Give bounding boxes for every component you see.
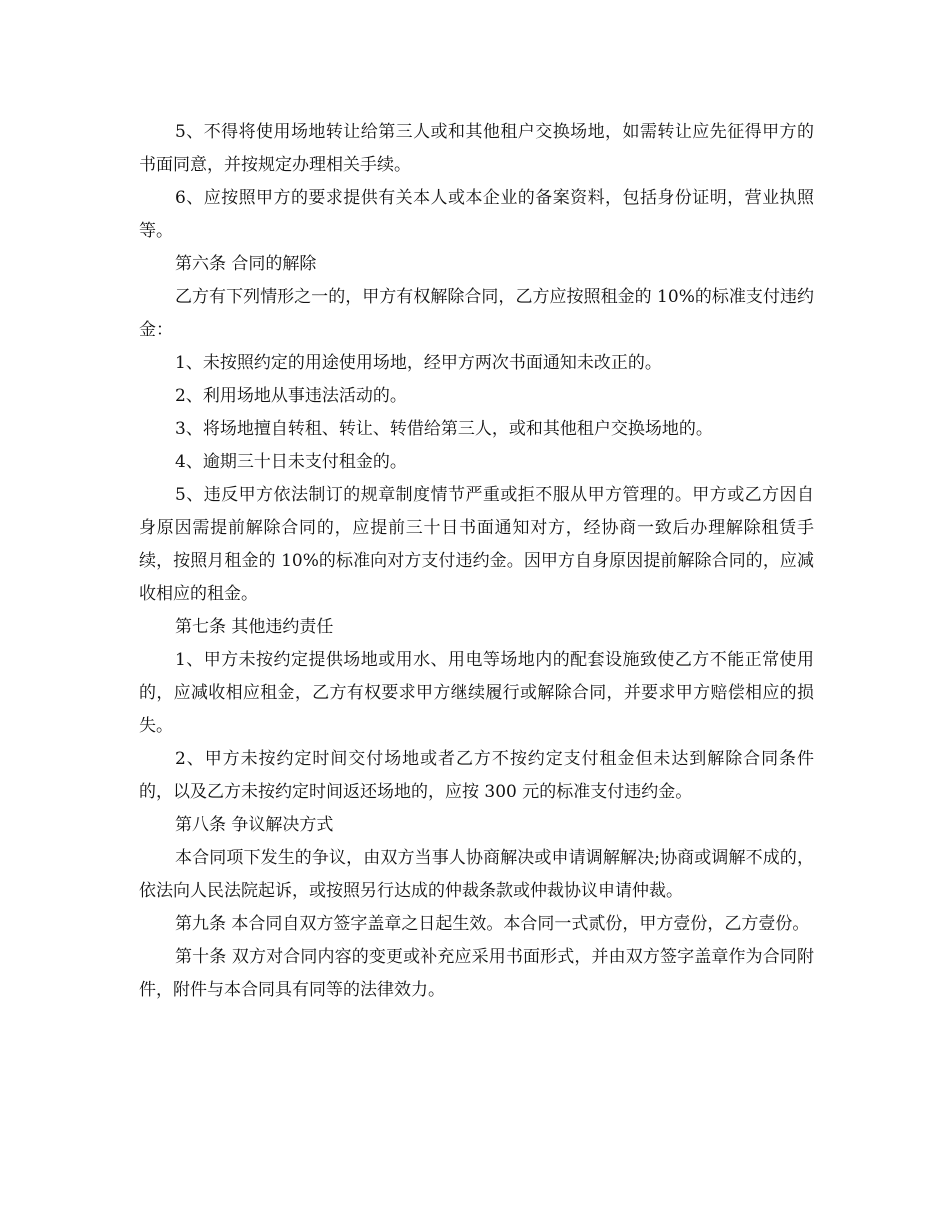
clause-6-filing-materials: 6、应按照甲方的要求提供有关本人或本企业的备案资料，包括身份证明，营业执照等。 [139, 188, 814, 241]
article-7-item-2: 2、甲方未按约定时间交付场地或者乙方不按约定支付租金但未达到解除合同条件的，以及乙方未按约定时间返还场地的，应按 300 元的标准支付违约金。 [139, 749, 814, 802]
article-6-item-4: 4、逾期三十日未支付租金的。 [175, 452, 407, 472]
article-7-heading: 第七条 其他违约责任 [175, 617, 334, 637]
article-6-item-2: 2、利用场地从事违法活动的。 [175, 386, 407, 406]
clause-5-no-transfer: 5、不得将使用场地转让给第三人或和其他租户交换场地，如需转让应先征得甲方的书面同意，并按规定办理相关手续。 [139, 122, 814, 175]
article-7-item-1: 1、甲方未按约定提供场地或用水、用电等场地内的配套设施致使乙方不能正常使用的，应减收相应租金，乙方有权要求甲方继续履行或解除合同，并要求甲方赔偿相应的损失。 [139, 650, 814, 736]
article-8-heading: 第八条 争议解决方式 [175, 815, 334, 835]
article-6-intro: 乙方有下列情形之一的，甲方有权解除合同，乙方应按照租金的 10%的标准支付违约金： [139, 287, 814, 340]
article-8-body: 本合同项下发生的争议，由双方当事人协商解决或申请调解解决;协商或调解不成的，依法向人民法院起诉，或按照另行达成的仲裁条款或仲裁协议申请仲裁。 [139, 848, 814, 901]
article-10-body: 第十条 双方对合同内容的变更或补充应采用书面形式，并由双方签字盖章作为合同附件，附件与本合同具有同等的法律效力。 [139, 947, 814, 1000]
article-9-body: 第九条 本合同自双方签字盖章之日起生效。本合同一式贰份，甲方壹份，乙方壹份。 [175, 914, 810, 934]
document-body [139, 116, 814, 1007]
article-6-item-3: 3、将场地擅自转租、转让、转借给第三人，或和其他租户交换场地的。 [175, 419, 713, 439]
article-6-item-5: 5、违反甲方依法制订的规章制度情节严重或拒不服从甲方管理的。甲方或乙方因自身原因需提前解除合同的，应提前三十日书面通知对方，经协商一致后办理解除租赁手续，按照月租金的 10%的标准向对方支付违约金。因甲方自身原因提前解除合同的，应减收相应的租金。 [139, 485, 814, 604]
article-6-heading: 第六条 合同的解除 [175, 254, 317, 274]
article-6-item-1: 1、未按照约定的用途使用场地，经甲方两次书面通知未改正的。 [175, 353, 662, 373]
